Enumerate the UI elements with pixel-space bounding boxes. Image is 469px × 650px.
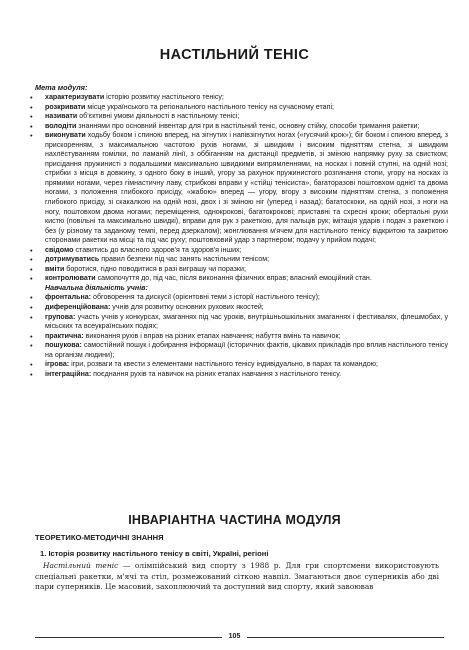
bullet-icon: • <box>30 293 33 303</box>
item-keyword: групова: <box>45 312 76 321</box>
footer-rule-right <box>247 637 444 638</box>
activity-item <box>28 303 448 313</box>
goal-item <box>28 103 448 113</box>
goal-item <box>28 131 448 246</box>
item-keyword: інтеграційна: <box>45 369 92 378</box>
bullet-icon: • <box>30 369 33 379</box>
subsection-heading: 1. Історія розвитку настільного тенісу в світі, Україні, регіоні <box>40 549 269 558</box>
item-text: самопочуття до, під час, після виконання фізичних вправ; власний емоційний стан. <box>95 274 372 283</box>
bullet-icon: • <box>30 93 33 102</box>
item-text: виконання рухів і вправ на різних етапах навчання; набуття вмінь та навичок; <box>83 331 341 340</box>
item-keyword: ігрова: <box>45 360 70 369</box>
goals-list <box>28 93 448 379</box>
item-text: ходьбу боком і спиною вперед, на зігнутих і напівзігнутих ногах («гусячий крок»); біг боком і спиною вперед, з прискоренням, з максимальною частотою рухів ногами, зі швидким і високим підняттям стегна, зі швидким нахлёстуванням гомілки, по ламаній лінії, з оббіганням на дистанції предметів, зі зміною напрямку руху за свистком; присідання пружинисті з подальшими максимально швидкими випрямленнями, на носках і повній ступні, на одній нозі; стрибки з місця в довжину, з одного боку в інший, угору за рахунок пружинистого розгинання стопи, угору на носках із прямими ногами, через гімнастичну лаву, стрибкові вправи у «стійці тенісиста», багаторазові поштовхом однієї та двома ногами, з положення глибокого присіду, «жабою» вперед — угору, вгору з високим підняттям стегна, з положення глибокого присіду, зі скакалкою на одній нозі, двох і зі зміною ніг (уперед і назад); багатоскоки, на одній нозі, з ноги на ногу, поштовхом двома ногами; переміщення, однокрокові, багатокрокові; приставні та схресні кроки; обертальні рухи кистю (повільні та максимально швидкі), вправи для рук з ракеткою, для пальців рук; імітація ударів і подач з ракеткою і без (у різному та заданому темпі, перед дзеркалом); жонглювання м'ячем для настільного тенісу відкритою та закритою сторонами ракетки на місці та під час руху; поштовховий удар з партнером; подачу у прийом подачі; <box>45 131 448 245</box>
item-keyword: пошукова: <box>45 341 82 350</box>
activity-item <box>28 332 448 342</box>
item-text: знаннями про основний інвентар для гри в настільний теніс, основну стійку, способи тримання ракетки; <box>76 121 420 130</box>
item-text: об'єктивні умови діяльності в настільному тенісі; <box>77 112 240 121</box>
page-title: НАСТІЛЬНИЙ ТЕНІС <box>159 47 310 63</box>
item-keyword: називати <box>45 112 78 121</box>
bullet-icon: • <box>30 112 33 122</box>
goals-heading: Мета модуля: <box>35 83 88 92</box>
item-keyword: диференційована: <box>45 303 111 312</box>
item-keyword: фронтальна: <box>45 293 92 302</box>
item-keyword: володіти <box>45 121 77 130</box>
bullet-icon: • <box>30 312 33 322</box>
item-keyword: розкривати <box>45 102 86 111</box>
body-term: Настільний теніс <box>43 561 119 570</box>
body-text: — олімпійський вид спорту з 1988 р. Для гри спортсмени використовують спеціальні ракетки, м'ячі та стіл, розмежований сіткою навпіл. Змагаються двоє суперників або дві пари суперників. Це масовий, захоплюючий та доступний вид спорту, який завоював <box>35 561 439 591</box>
bullet-icon: • <box>30 360 33 370</box>
item-text: самостійний пошук і добирання інформації (історичних фактів, цікавих прикладів про вплив настільного тенісу на організм людини); <box>45 341 448 359</box>
bullet-icon: • <box>30 131 33 141</box>
bullet-icon: • <box>30 121 33 131</box>
item-keyword: дотримуватись <box>45 255 100 264</box>
item-text: поєднання рухів та навичок на різних етапах навчання з настільного тенісу. <box>91 369 342 378</box>
goal-item <box>28 274 448 284</box>
bullet-icon: • <box>30 331 33 341</box>
item-text: ігри, розваги та квести з елементами настільного тенісу індивідуально, в парах та командою; <box>69 360 378 369</box>
page-number: 105 <box>228 633 241 640</box>
item-text: місце українського та регіонального настільного тенісу на сучасному етапі; <box>85 102 335 111</box>
bullet-icon: • <box>30 255 33 265</box>
body-paragraph <box>35 561 439 593</box>
bullet-icon: • <box>30 102 33 112</box>
bullet-icon: • <box>30 341 33 351</box>
goal-item <box>28 265 448 275</box>
activity-item <box>28 313 448 332</box>
goal-item <box>28 122 448 132</box>
item-keyword: характеризувати <box>45 93 105 101</box>
item-text: участь учнів у конкурсах, змаганнях під час уроків, внутрішньошкільних змаганнях і фестивалях, флешмобах, у місьских та всеукраїнських подіях; <box>45 312 448 331</box>
bullet-icon: • <box>30 274 33 284</box>
goal-item <box>28 255 448 265</box>
item-keyword: контролювати <box>45 274 96 283</box>
goal-item <box>28 112 448 122</box>
item-text: боротися, гідно поводитися в разі виграшу чи поразки; <box>64 264 246 273</box>
item-keyword: практична: <box>45 331 84 340</box>
activity-item <box>28 360 448 370</box>
activity-item <box>28 341 448 360</box>
goal-item <box>28 246 448 256</box>
item-keyword: свідомо <box>45 245 74 254</box>
item-text: ставитись до власного здоров'я та здоров'я інших; <box>73 245 242 254</box>
bullet-icon: • <box>30 303 33 313</box>
goal-item <box>28 93 448 103</box>
item-text: обговорення та дискусії (орієнтовні теми з історії настільного тенісу); <box>91 293 320 302</box>
item-text: учнів для розвитку основних рухових якостей; <box>110 303 264 312</box>
item-keyword: виконувати <box>45 131 86 140</box>
skills-heading: Навчальна діяльність учнів: <box>45 283 148 292</box>
item-text: правил безпеки під час занять настільним тенісом; <box>99 255 270 264</box>
bullet-icon: • <box>30 264 33 274</box>
activity-item <box>28 370 448 380</box>
item-text: історію розвитку настільного тенісу; <box>104 93 224 101</box>
bullet-icon: • <box>30 245 33 255</box>
activity-item <box>28 293 448 303</box>
item-keyword: вміти <box>45 264 65 273</box>
theory-heading: ТЕОРЕТИКО-МЕТОДИЧНІ ЗНАННЯ <box>35 533 164 542</box>
section-title: ІНВАРІАНТНА ЧАСТИНА МОДУЛЯ <box>128 513 341 527</box>
